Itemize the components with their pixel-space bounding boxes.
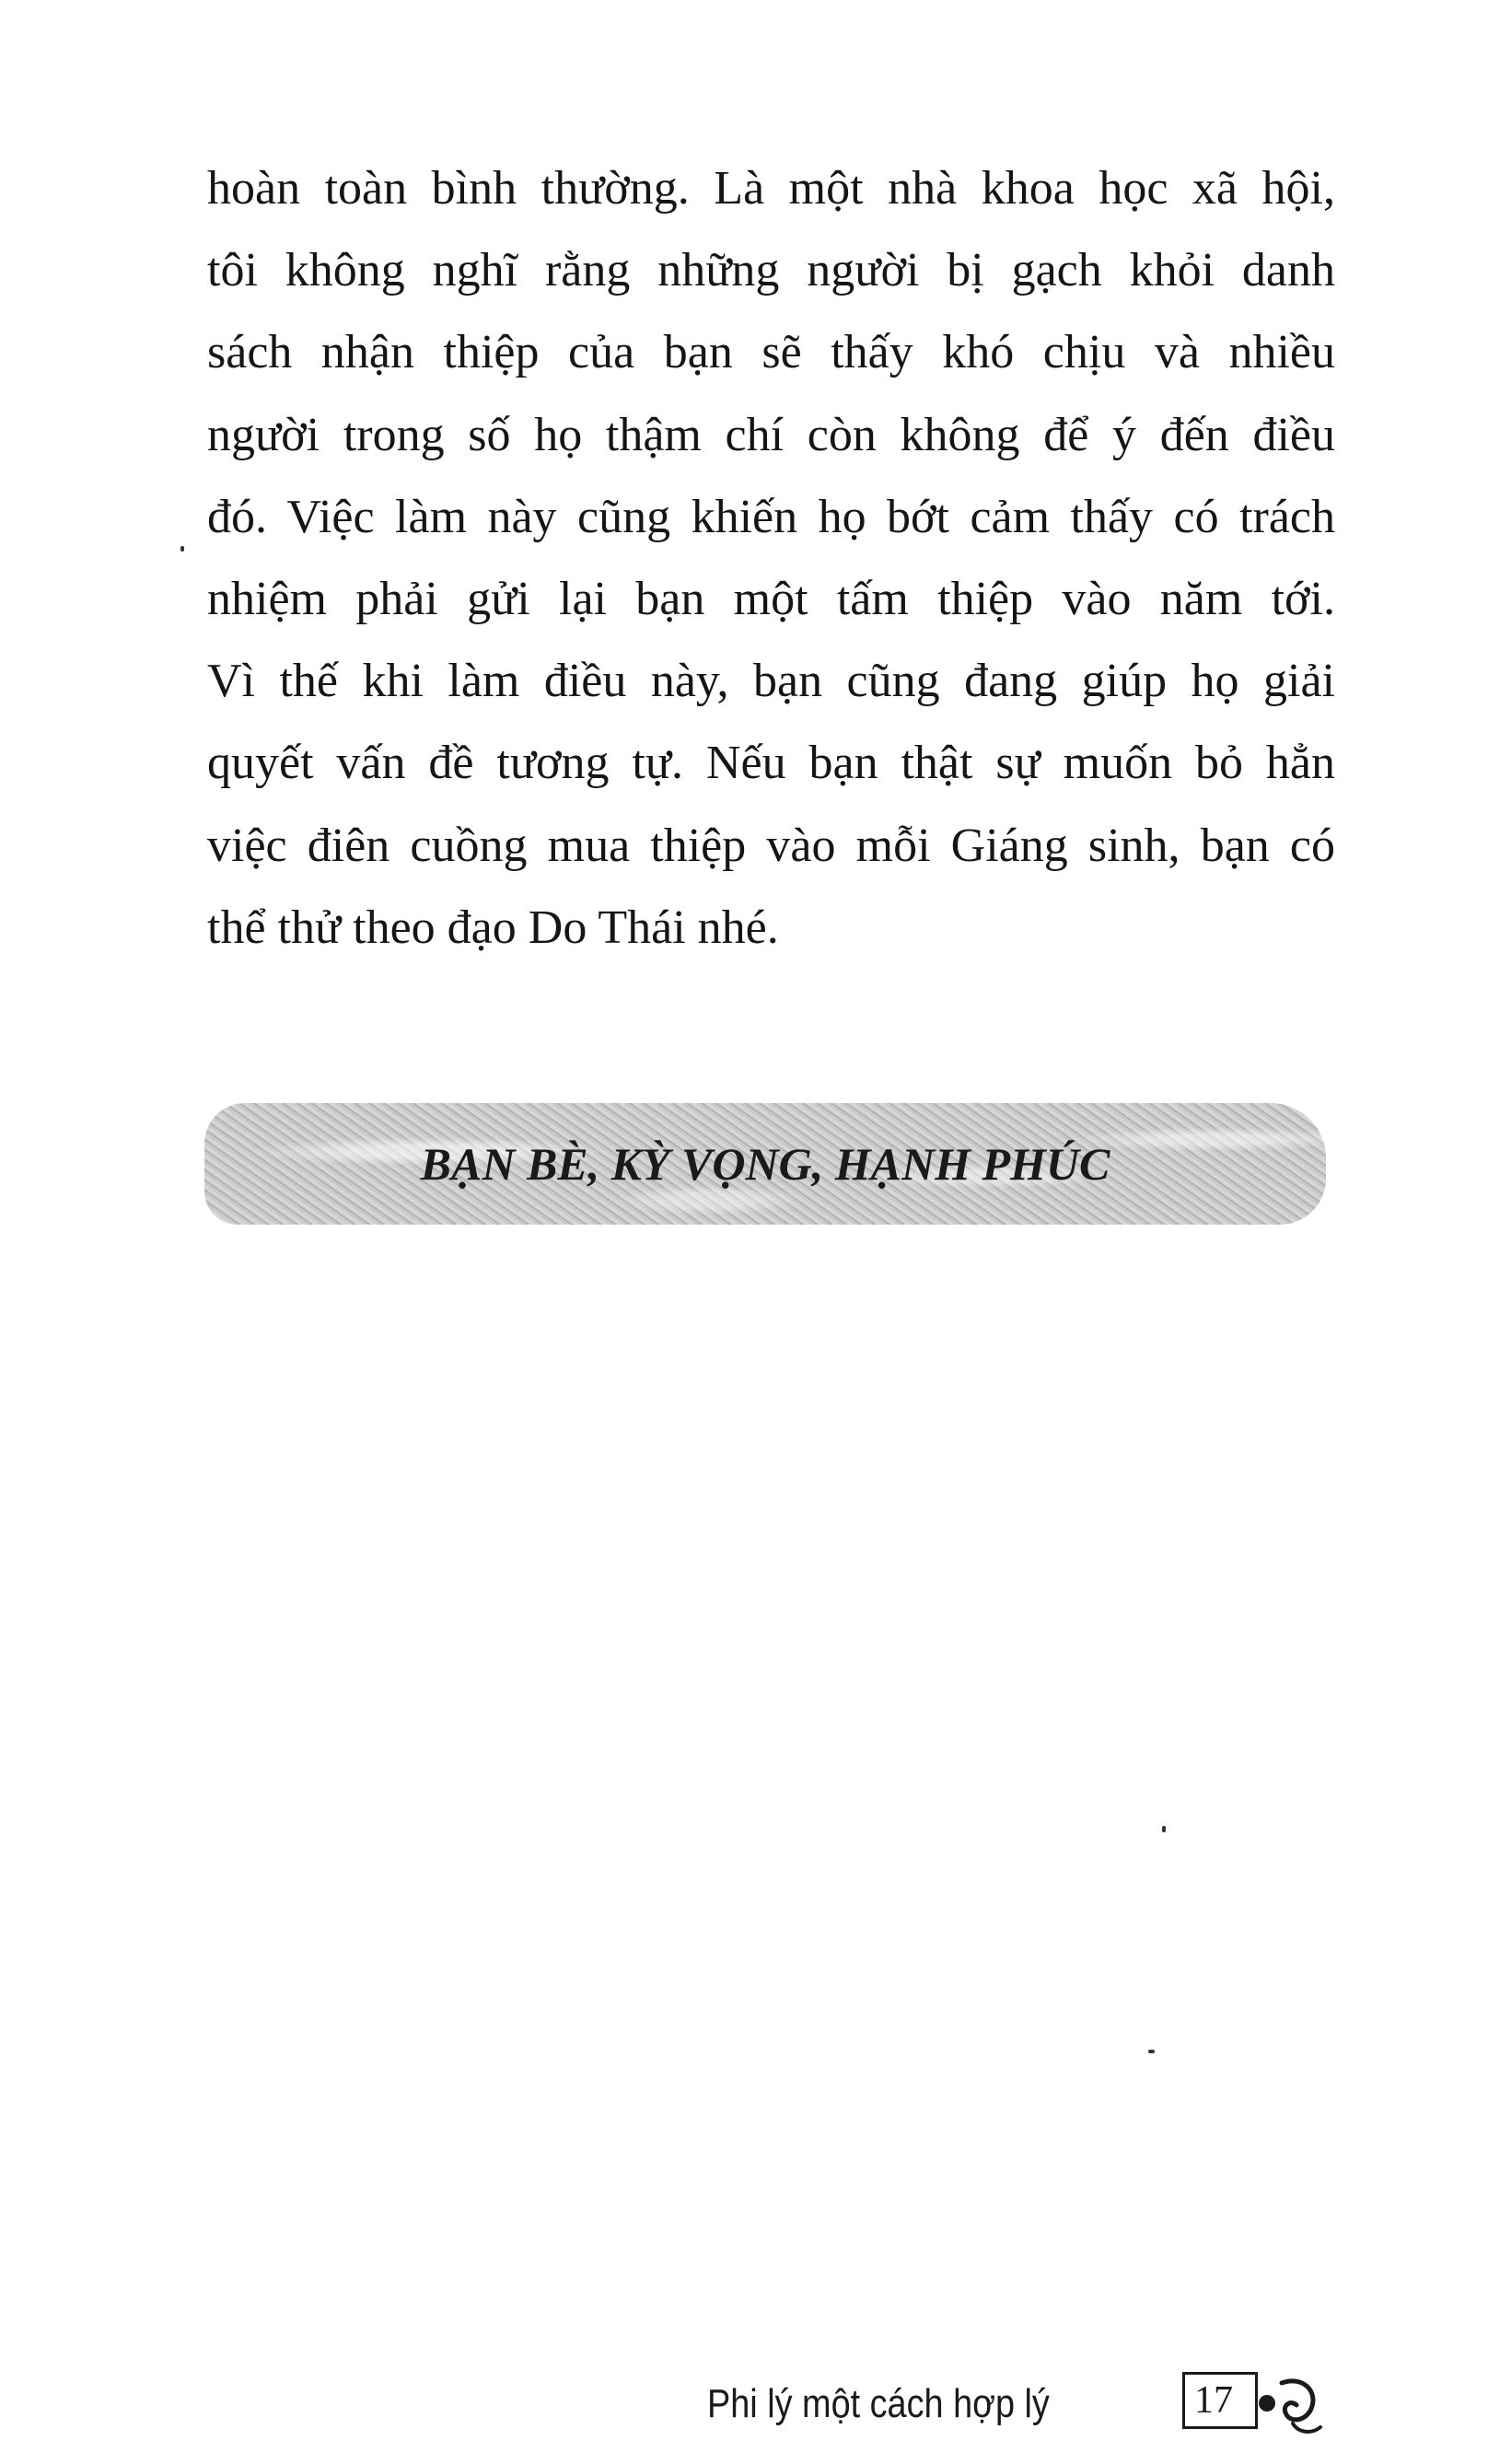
text-line: hoàn toàn bình thường. Là một nhà khoa học xã hội, — [207, 162, 1335, 215]
swirl-ornament-icon — [1245, 2363, 1328, 2446]
print-speck — [180, 546, 184, 552]
text-line: việc điên cuồng mua thiệp vào mỗi Giáng sinh, bạn có — [207, 819, 1335, 872]
section-heading: BẠN BÈ, KỲ VỌNG, HẠNH PHÚC — [420, 1138, 1110, 1190]
text-line: Vì thế khi làm điều này, bạn cũng đang giúp họ giải — [207, 655, 1335, 708]
text-line: thể thử theo đạo Do Thái nhé. — [207, 901, 779, 954]
text-line: quyết vấn đề tương tự. Nếu bạn thật sự muốn bỏ hẳn — [207, 737, 1335, 790]
text-line: nhiệm phải gửi lại bạn một tấm thiệp vào năm tới. — [207, 573, 1335, 626]
body-paragraph — [207, 147, 1335, 969]
print-speck — [1162, 1826, 1166, 1832]
running-footer-title: Phi lý một cách hợp lý — [707, 2381, 1050, 2426]
text-line: đó. Việc làm này cũng khiến họ bớt cảm thấy có trách — [207, 490, 1335, 543]
section-heading-banner — [204, 1103, 1326, 1225]
page-number: 17 — [1182, 2372, 1258, 2429]
text-line: tôi không nghĩ rằng những người bị gạch khỏi danh — [207, 244, 1335, 297]
print-speck — [1148, 2050, 1155, 2053]
text-line: sách nhận thiệp của bạn sẽ thấy khó chịu và nhiều — [207, 326, 1335, 379]
text-line: người trong số họ thậm chí còn không để ý đến điều — [207, 408, 1335, 461]
